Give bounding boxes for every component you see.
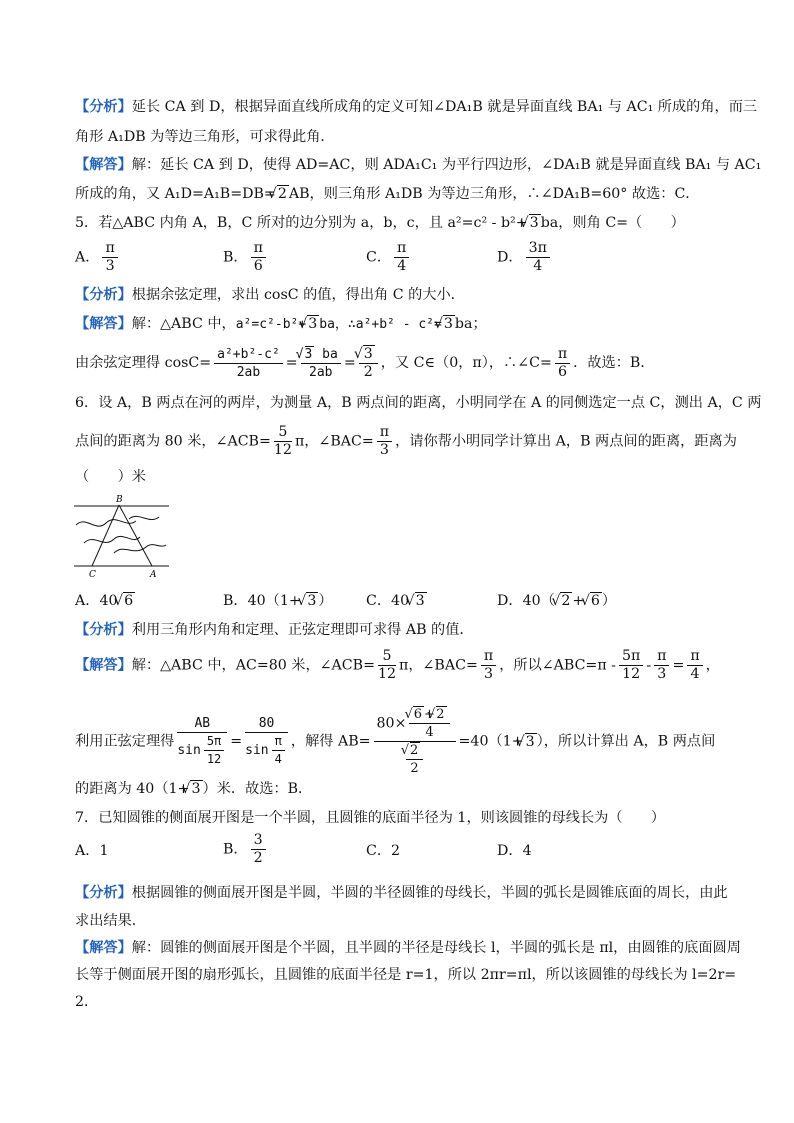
frac-den: 12 — [206, 752, 222, 766]
q7-option-b[interactable] — [223, 832, 269, 867]
answer-line-cont — [75, 183, 700, 205]
frac-den: 4 — [425, 725, 434, 740]
frac-num: 5 — [378, 648, 396, 666]
q6-answer-line1 — [75, 648, 720, 683]
option-text: + — [572, 593, 585, 609]
q5-answer-line1 — [75, 313, 487, 336]
answer-tag: 【解答】 — [75, 157, 132, 173]
wave — [84, 536, 140, 543]
sqrt-expr: √ 3 — [525, 733, 537, 750]
option-label: B． — [223, 249, 248, 266]
answer-text: =40（1+ — [458, 733, 524, 750]
q5-analysis — [75, 284, 465, 306]
sqrt-expr: √ 3 — [305, 346, 315, 363]
q5-option-c[interactable] — [366, 240, 412, 275]
option-text: ） — [601, 593, 617, 609]
math-expr: ba，∴a²+b² - c²= — [319, 317, 442, 332]
q7-option-d[interactable] — [497, 840, 532, 860]
option-text: 4 — [522, 843, 532, 859]
analysis-tag: 【分析】 — [75, 287, 132, 303]
q7-option-a[interactable] — [75, 840, 108, 860]
frac-den: 4 — [533, 258, 543, 274]
frac-den: 2 — [253, 850, 263, 866]
sin-label: sin — [177, 743, 201, 758]
frac-num: π — [394, 240, 409, 258]
answer-text: = — [230, 733, 243, 750]
answer-text: 解：△ABC 中，AC=80 米，∠ACB= — [131, 657, 375, 674]
wave — [114, 545, 166, 553]
q6-answer-line2 — [75, 706, 715, 777]
answer-text: = — [672, 657, 685, 674]
option-label: B． — [223, 841, 248, 858]
frac-den: 4 — [397, 258, 407, 274]
stem-part: 5．若△ABC 内角 A，B，C 所对的边分别为 a，b，c，且 a²=c² - b²+ — [75, 215, 528, 231]
math-expr: a²=c²-b²+ — [235, 317, 307, 332]
frac-den: 12 — [377, 666, 397, 682]
frac-den: 3 — [379, 442, 389, 458]
answer-text-part: AB，则三角形 A₁DB 为等边三角形，∴∠DA₁B=60° 故选：C． — [288, 186, 700, 202]
option-label: D． — [497, 843, 523, 859]
sqrt-expr: √ 2 — [560, 592, 572, 609]
option-text: 40 — [391, 593, 410, 609]
frac-num: 3π — [526, 240, 550, 258]
label-a: A — [150, 570, 157, 579]
answer-line — [75, 154, 761, 176]
q7-analysis — [75, 882, 728, 904]
frac-num: π — [272, 733, 285, 751]
answer-text: ，又 C∈（0，π），∴∠C= — [380, 355, 552, 371]
frac-den: 2ab — [236, 364, 261, 380]
q5-option-d[interactable] — [497, 240, 553, 275]
answer-text: ，所以∠ABC=π - — [499, 657, 616, 674]
sqrt-expr: √ 6 — [123, 592, 135, 609]
answer-text: 由余弦定理得 cosC= — [75, 355, 212, 371]
sqrt-expr: √ 6 — [590, 592, 602, 609]
frac-den: 6 — [253, 258, 263, 274]
option-label: C． — [366, 249, 392, 266]
analysis-tag: 【分析】 — [75, 622, 132, 638]
answer-tag: 【解答】 — [75, 940, 132, 956]
frac-num: AB — [177, 715, 227, 733]
stem-part: π，∠BAC= — [294, 433, 374, 450]
analysis-tag: 【分析】 — [75, 99, 132, 115]
sqrt-expr: √ 2 — [410, 742, 421, 759]
frac-num: π — [654, 648, 669, 666]
answer-text: - — [646, 657, 652, 674]
question-6-stem: 6．设 A，B 两点在河的两岸，为测量 A，B 两点间的距离，小明同学在 A 的同侧选定一点 C，测出 A，C 两 — [75, 395, 762, 411]
frac-num: π — [377, 424, 392, 442]
analysis-text: 延长 CA 到 D，根据异面直线所成角的定义可知∠DA₁B 就是异面直线 BA₁ 与 AC₁ 所成的角，而三 — [131, 99, 758, 115]
q6-option-a[interactable] — [75, 590, 135, 610]
frac-den: 4 — [690, 666, 700, 682]
option-text: 2 — [391, 843, 401, 859]
q6-answer-line3 — [75, 778, 312, 800]
sqrt-expr: √ 3 — [363, 345, 375, 362]
frac-den: 12 — [622, 666, 641, 682]
frac-den: 2ab — [309, 364, 333, 380]
frac-den: 3 — [105, 258, 115, 274]
segment-bc — [92, 505, 119, 566]
option-label: D． — [497, 249, 523, 266]
q6-option-d[interactable] — [497, 590, 616, 610]
answer-text-part: 所成的角，又 A₁D=A₁B=DB= — [75, 186, 276, 202]
sqrt-expr: √ 2 — [436, 706, 447, 723]
question-7-stem: 7．已知圆锥的侧面展开图是一个半圆，且圆锥的底面半径为 1，则该圆锥的母线长为（ ） — [75, 810, 666, 826]
frac-den: 3 — [657, 666, 667, 682]
answer-text: π，∠BAC= — [399, 657, 478, 674]
frac-num: π — [555, 346, 570, 364]
frac-num: π — [251, 240, 266, 258]
option-label: C． — [366, 593, 392, 609]
sin-label: sin — [245, 743, 269, 758]
sqrt-expr: √ 3 — [190, 780, 202, 797]
frac-num: π — [687, 648, 702, 666]
frac-num: 80× — [376, 715, 407, 732]
frac-den: 3 — [484, 666, 494, 682]
question-5-stem — [75, 212, 685, 234]
frac-num: 5π — [204, 733, 224, 751]
frac-num: 5π — [619, 648, 643, 666]
stem-part: 点间的距离为 80 米，∠ACB= — [75, 433, 271, 450]
q7-answer-cont: 长等于侧面展开图的扇形弧长，且圆锥的底面半径是 r=1，所以 2πr=πl，所以该圆锥的母线长为 l=2r= — [75, 967, 737, 983]
q5-answer-line2: 由余弦定理得 cosC= $\frac{\text{a²+b²-c²}}{2ab}$ = √ $\frac{3 ba}{2ab}$ = √ $\frac{3}{2}$ ，又 C∈（0，π），∴∠C= $\frac{\pi}{6}$ ．故选：B． — [75, 345, 655, 381]
option-label: A． — [75, 843, 100, 859]
option-label: A． — [75, 593, 100, 609]
frac-num: + — [424, 707, 435, 722]
answer-text: ）米．故选：B． — [202, 781, 313, 797]
analysis-tag: 【分析】 — [75, 885, 132, 901]
question-6-stem-cont — [75, 424, 737, 459]
answer-text: 解：△ABC 中， — [131, 316, 236, 332]
option-text: 40（ — [522, 593, 555, 609]
answer-tag: 【解答】 — [75, 657, 132, 674]
frac-num: ba — [314, 346, 338, 362]
frac-num: π — [481, 648, 496, 666]
sqrt-expr: √ 3 — [415, 592, 427, 609]
q7-answer — [75, 937, 741, 959]
label-b: B — [116, 495, 123, 505]
answer-text: ，解得 AB= — [290, 733, 371, 750]
answer-text: ），所以计算出 A，B 两点间 — [536, 733, 716, 750]
q5-option-b[interactable] — [223, 240, 269, 275]
analysis-text-cont: 角形 A₁DB 为等边三角形，可求得此角． — [75, 129, 335, 145]
river-figure — [74, 495, 174, 579]
sqrt-expr: √ 3 — [306, 592, 318, 609]
option-label: C． — [366, 843, 392, 859]
q7-option-c[interactable] — [366, 840, 400, 860]
frac-num: 3 — [251, 832, 266, 850]
frac-den: 2 — [363, 364, 373, 380]
stem-part: ba，则角 C=（ ） — [540, 215, 685, 231]
segment-ba — [119, 505, 152, 566]
option-label: B． — [223, 593, 248, 609]
label-c: C — [89, 570, 96, 579]
analysis-text: 根据余弦定理，求出 cosC 的值，得出角 C 的大小． — [131, 287, 465, 303]
option-label: A． — [75, 249, 100, 266]
frac-den: 6 — [557, 363, 568, 380]
analysis-text: 利用三角形内角和定理、正弦定理即可求得 AB 的值． — [131, 622, 474, 638]
question-6-blank: （ ）米 — [75, 469, 146, 485]
q7-analysis-cont: 求出结果． — [75, 913, 146, 929]
option-label: D． — [497, 593, 523, 609]
q6-option-c[interactable] — [366, 590, 427, 610]
answer-text: 利用正弦定理得 — [75, 733, 175, 750]
analysis-line — [75, 96, 757, 118]
answer-tag: 【解答】 — [75, 316, 132, 332]
answer-text: ．故选：B． — [573, 355, 655, 371]
wave — [129, 516, 159, 519]
answer-text: 解：圆锥的侧面展开图是个半圆，且半圆的半径是母线长 l，半圆的弧长是 πl，由圆锥的底面圆周 — [131, 940, 741, 956]
sqrt-expr: √ 3 — [307, 315, 319, 332]
sqrt-expr: √ 3 — [529, 214, 541, 231]
frac-num: 5 — [274, 424, 292, 442]
frac-num: π — [102, 240, 117, 258]
frac-den: 12 — [273, 442, 292, 458]
option-text: 40 — [99, 593, 118, 609]
sqrt-expr: √ 2 — [277, 185, 289, 202]
answer-text: ， — [705, 657, 720, 674]
frac-num: 80 — [245, 715, 288, 733]
frac-den: 4 — [274, 752, 282, 766]
frac-den: 2 — [410, 761, 419, 776]
sqrt-expr: √ 6 — [413, 706, 424, 723]
answer-text: 解：延长 CA 到 D，使得 AD=AC，则 ADA₁C₁ 为平行四边形，∠DA₁B 就是异面直线 BA₁ 与 AC₁ — [131, 157, 762, 173]
frac-num: a²+b²-c² — [214, 346, 283, 364]
q6-option-b[interactable] — [223, 590, 333, 610]
answer-text: 的距离为 40（1+ — [75, 781, 190, 797]
q7-answer-end: 2． — [75, 994, 99, 1010]
analysis-text: 根据圆锥的侧面展开图是半圆，半圆的半径圆锥的母线长，半圆的弧长是圆锥底面的周长，由此 — [131, 885, 728, 901]
q6-analysis — [75, 619, 474, 641]
q5-option-a[interactable] — [75, 240, 121, 275]
option-text: 1 — [99, 843, 109, 859]
stem-part: ，请你帮小明同学计算出 A，B 两点间的距离，距离为 — [395, 433, 737, 450]
sqrt-expr: √ 3 — [443, 315, 455, 332]
option-text: ） — [318, 593, 333, 609]
answer-text: ba； — [454, 316, 487, 332]
option-text: 40（1+ — [247, 593, 301, 609]
